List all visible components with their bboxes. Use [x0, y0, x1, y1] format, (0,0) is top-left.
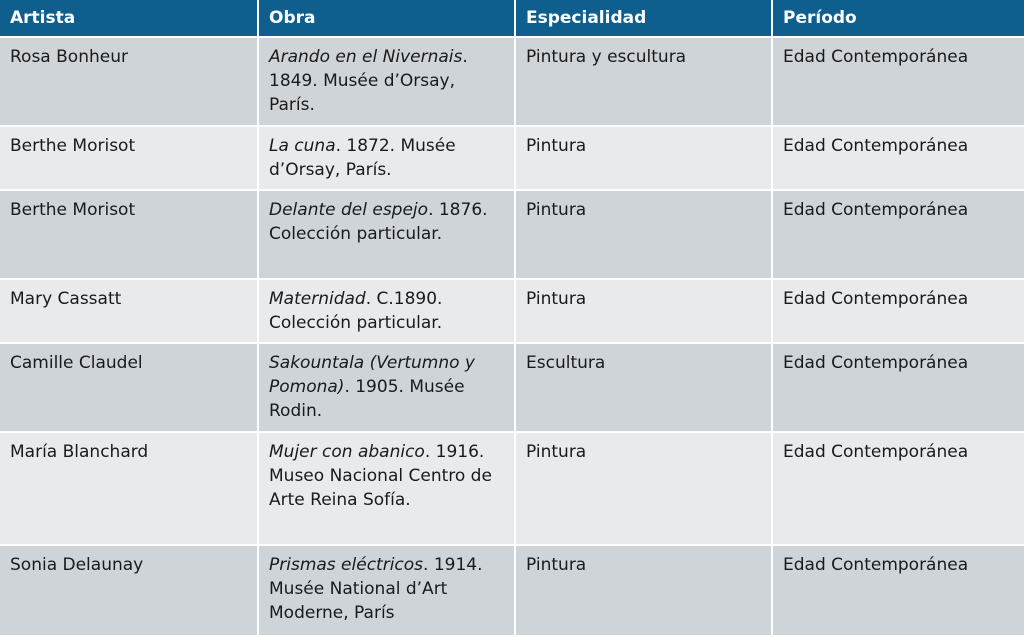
table-row: [0, 126, 1024, 190]
obra-title: Arando en el Nivernais: [269, 47, 463, 67]
obra-title: Sakountala (Vertumno y Pomona): [269, 353, 475, 397]
cell-obra: [258, 545, 515, 636]
column-header-obra: Obra: [258, 0, 515, 37]
cell-especialidad: Pintura: [515, 190, 772, 279]
obra-title: Maternidad: [269, 289, 366, 309]
cell-artista: Camille Claudel: [0, 343, 258, 432]
cell-artista: Sonia Delaunay: [0, 545, 258, 636]
cell-obra: [258, 190, 515, 279]
column-header-artista: Artista: [0, 0, 258, 37]
cell-especialidad: Pintura: [515, 126, 772, 190]
cell-artista: Berthe Morisot: [0, 190, 258, 279]
table-row: [0, 279, 1024, 343]
obra-details: . 1905. Musée Rodin.: [269, 377, 465, 421]
cell-periodo: Edad Contemporánea: [772, 126, 1024, 190]
column-header-periodo: Período: [772, 0, 1024, 37]
cell-especialidad: Pintura: [515, 279, 772, 343]
cell-obra: [258, 432, 515, 545]
table-row: [0, 190, 1024, 279]
table-header-row: [0, 0, 1024, 37]
column-header-especialidad: Especialidad: [515, 0, 772, 37]
table-row: [0, 343, 1024, 432]
cell-obra: [258, 343, 515, 432]
cell-periodo: Edad Contemporánea: [772, 343, 1024, 432]
obra-details: . 1916. Museo Nacional Centro de Arte Reina Sofía.: [269, 442, 492, 510]
obra-title: Mujer con abanico: [269, 442, 425, 462]
cell-obra: [258, 37, 515, 126]
cell-artista: Mary Cassatt: [0, 279, 258, 343]
cell-artista: Rosa Bonheur: [0, 37, 258, 126]
obra-title: Delante del espejo: [269, 200, 429, 220]
cell-obra: [258, 126, 515, 190]
table-row: [0, 545, 1024, 636]
cell-artista: Berthe Morisot: [0, 126, 258, 190]
cell-especialidad: Pintura y escultura: [515, 37, 772, 126]
obra-details: . C.1890. Colección particular.: [269, 289, 443, 333]
obra-details: . 1876. Colección particular.: [269, 200, 488, 244]
cell-especialidad: Pintura: [515, 432, 772, 545]
cell-periodo: Edad Contemporánea: [772, 432, 1024, 545]
cell-periodo: Edad Contemporánea: [772, 545, 1024, 636]
obra-details: . 1914. Musée National d’Art Moderne, París: [269, 555, 483, 623]
cell-artista: María Blanchard: [0, 432, 258, 545]
obra-title: Prismas eléctricos: [269, 555, 424, 575]
obra-details: . 1849. Musée d’Orsay, París.: [269, 47, 468, 115]
cell-obra: [258, 279, 515, 343]
table-row: [0, 37, 1024, 126]
cell-periodo: Edad Contemporánea: [772, 190, 1024, 279]
cell-especialidad: Escultura: [515, 343, 772, 432]
obra-details: . 1872. Musée d’Orsay, París.: [269, 136, 456, 180]
table-row: [0, 432, 1024, 545]
cell-periodo: Edad Contemporánea: [772, 279, 1024, 343]
cell-periodo: Edad Contemporánea: [772, 37, 1024, 126]
obra-title: La cuna: [269, 136, 336, 156]
cell-especialidad: Pintura: [515, 545, 772, 636]
